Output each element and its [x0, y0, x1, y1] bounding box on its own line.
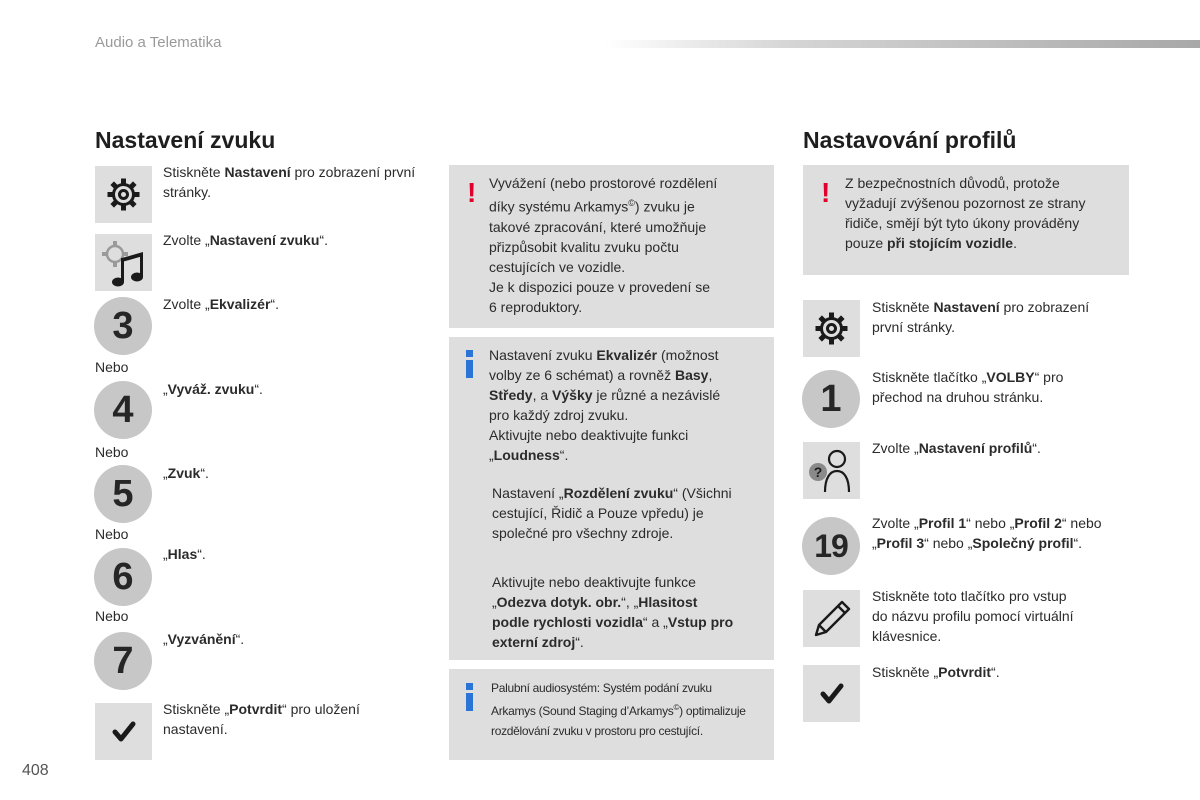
info-icon [466, 350, 474, 380]
edit-name-icon-box [803, 590, 860, 647]
step-number-6: 6 [94, 548, 152, 606]
left-step-3: Zvolte „Ekvalizér“. [163, 296, 279, 312]
header-bar [605, 40, 1200, 48]
step-number-1: 1 [802, 370, 860, 428]
profile-settings-icon-box [803, 442, 860, 499]
confirm-button-icon-box [803, 665, 860, 722]
user-question-icon [803, 442, 860, 499]
left-step-6: „Hlas“. [163, 546, 206, 562]
or-label: Nebo [95, 526, 129, 542]
info-box-equalizer [449, 337, 774, 660]
step-number-5: 5 [94, 465, 152, 523]
music-settings-icon [95, 234, 152, 291]
settings-button-icon-box [95, 166, 152, 223]
info-box-arkamys [449, 669, 774, 760]
left-step-7: „Vyzvánění“. [163, 631, 245, 647]
page-number: 408 [22, 762, 49, 779]
step-number-19: 19 [802, 517, 860, 575]
right-step-2: Stiskněte tlačítko „VOLBY“ pro přechod na druhou stránku. [872, 369, 1064, 405]
step-number-4: 4 [94, 381, 152, 439]
left-step-2: Zvolte „Nastavení zvuku“. [163, 232, 328, 248]
right-step-1: Stiskněte Nastavení pro zobrazení první stránky. [872, 299, 1090, 335]
left-step-4: „Vyváž. zvuku“. [163, 381, 263, 397]
or-label: Nebo [95, 608, 129, 624]
safety-warning-box [803, 165, 1129, 275]
warning-icon: ! [467, 177, 477, 208]
right-step-5: Stiskněte toto tlačítko pro vstup do názvu profilu pomocí virtuální klávesnice. [872, 588, 1074, 644]
left-step-5: „Zvuk“. [163, 465, 209, 481]
svg-text:?: ? [813, 464, 823, 480]
info-text-arkamys: Palubní audiosystém: Systém podání zvuku Arkamys (Sound Staging d’Arkamys©) optimalizuje rozdělování zvuku v prostoru pro cestující. [491, 681, 746, 738]
pencil-icon [803, 590, 860, 647]
or-label: Nebo [95, 359, 129, 375]
left-step-1: Stiskněte Nastavení pro zobrazení první stránky. [163, 164, 416, 200]
warning-box [449, 165, 774, 328]
right-step-4: Zvolte „Profil 1“ nebo „Profil 2“ nebo „Profil 3“ nebo „Společný profil“. [872, 515, 1102, 551]
info-text-sound-distribution: Nastavení „Rozdělení zvuku“ (Všichni cestující, Řidič a Pouze vpředu) je společné pro všechny zdroje. [492, 485, 732, 541]
step-number-3: 3 [94, 297, 152, 355]
sound-settings-icon-box [95, 234, 152, 291]
gear-icon [95, 166, 152, 223]
or-label: Nebo [95, 444, 129, 460]
safety-warning-text: Z bezpečnostních důvodů, protože vyžadují zvýšenou pozornost ze strany řidiče, smějí být tyto úkony prováděny pouze při stojícím vozidle. [845, 175, 1086, 251]
warning-icon: ! [821, 177, 831, 208]
left-step-8: Stiskněte „Potvrdit“ pro uložení nastavení. [163, 701, 360, 737]
section-header: Audio a Telematika [95, 34, 222, 51]
left-title: Nastavení zvuku [95, 127, 276, 153]
gear-icon [803, 300, 860, 357]
warning-text: Vyvážení (nebo prostorové rozdělení díky systému Arkamys©) zvuku je takové zpracování, které umožňuje přizpůsobit kvalitu zvuku počtu cestujících ve vozidle. Je k dispozici pouze v provedení se 6 reproduktory. [489, 175, 718, 315]
info-text-equalizer: Nastavení zvuku Ekvalizér (možnost volby ze 6 schémat) a rovněž Basy, Středy, a Výšky je různé a nezávislé pro každý zdroj zvuku. Aktivujte nebo deaktivujte funkci „Loudness“. [489, 347, 721, 463]
settings-button-icon-box [803, 300, 860, 357]
confirm-button-icon-box [95, 703, 152, 760]
right-step-6: Stiskněte „Potvrdit“. [872, 664, 1000, 680]
info-icon [466, 683, 474, 713]
step-number-7: 7 [94, 632, 152, 690]
right-title: Nastavování profilů [803, 127, 1017, 153]
checkmark-icon [803, 665, 860, 722]
info-text-functions: Aktivujte nebo deaktivujte funkce „Odezva dotyk. obr.“, „Hlasitost podle rychlosti vozidla“ a „Vstup pro externí zdroj“. [492, 574, 734, 650]
right-step-3: Zvolte „Nastavení profilů“. [872, 440, 1041, 456]
checkmark-icon [95, 703, 152, 760]
